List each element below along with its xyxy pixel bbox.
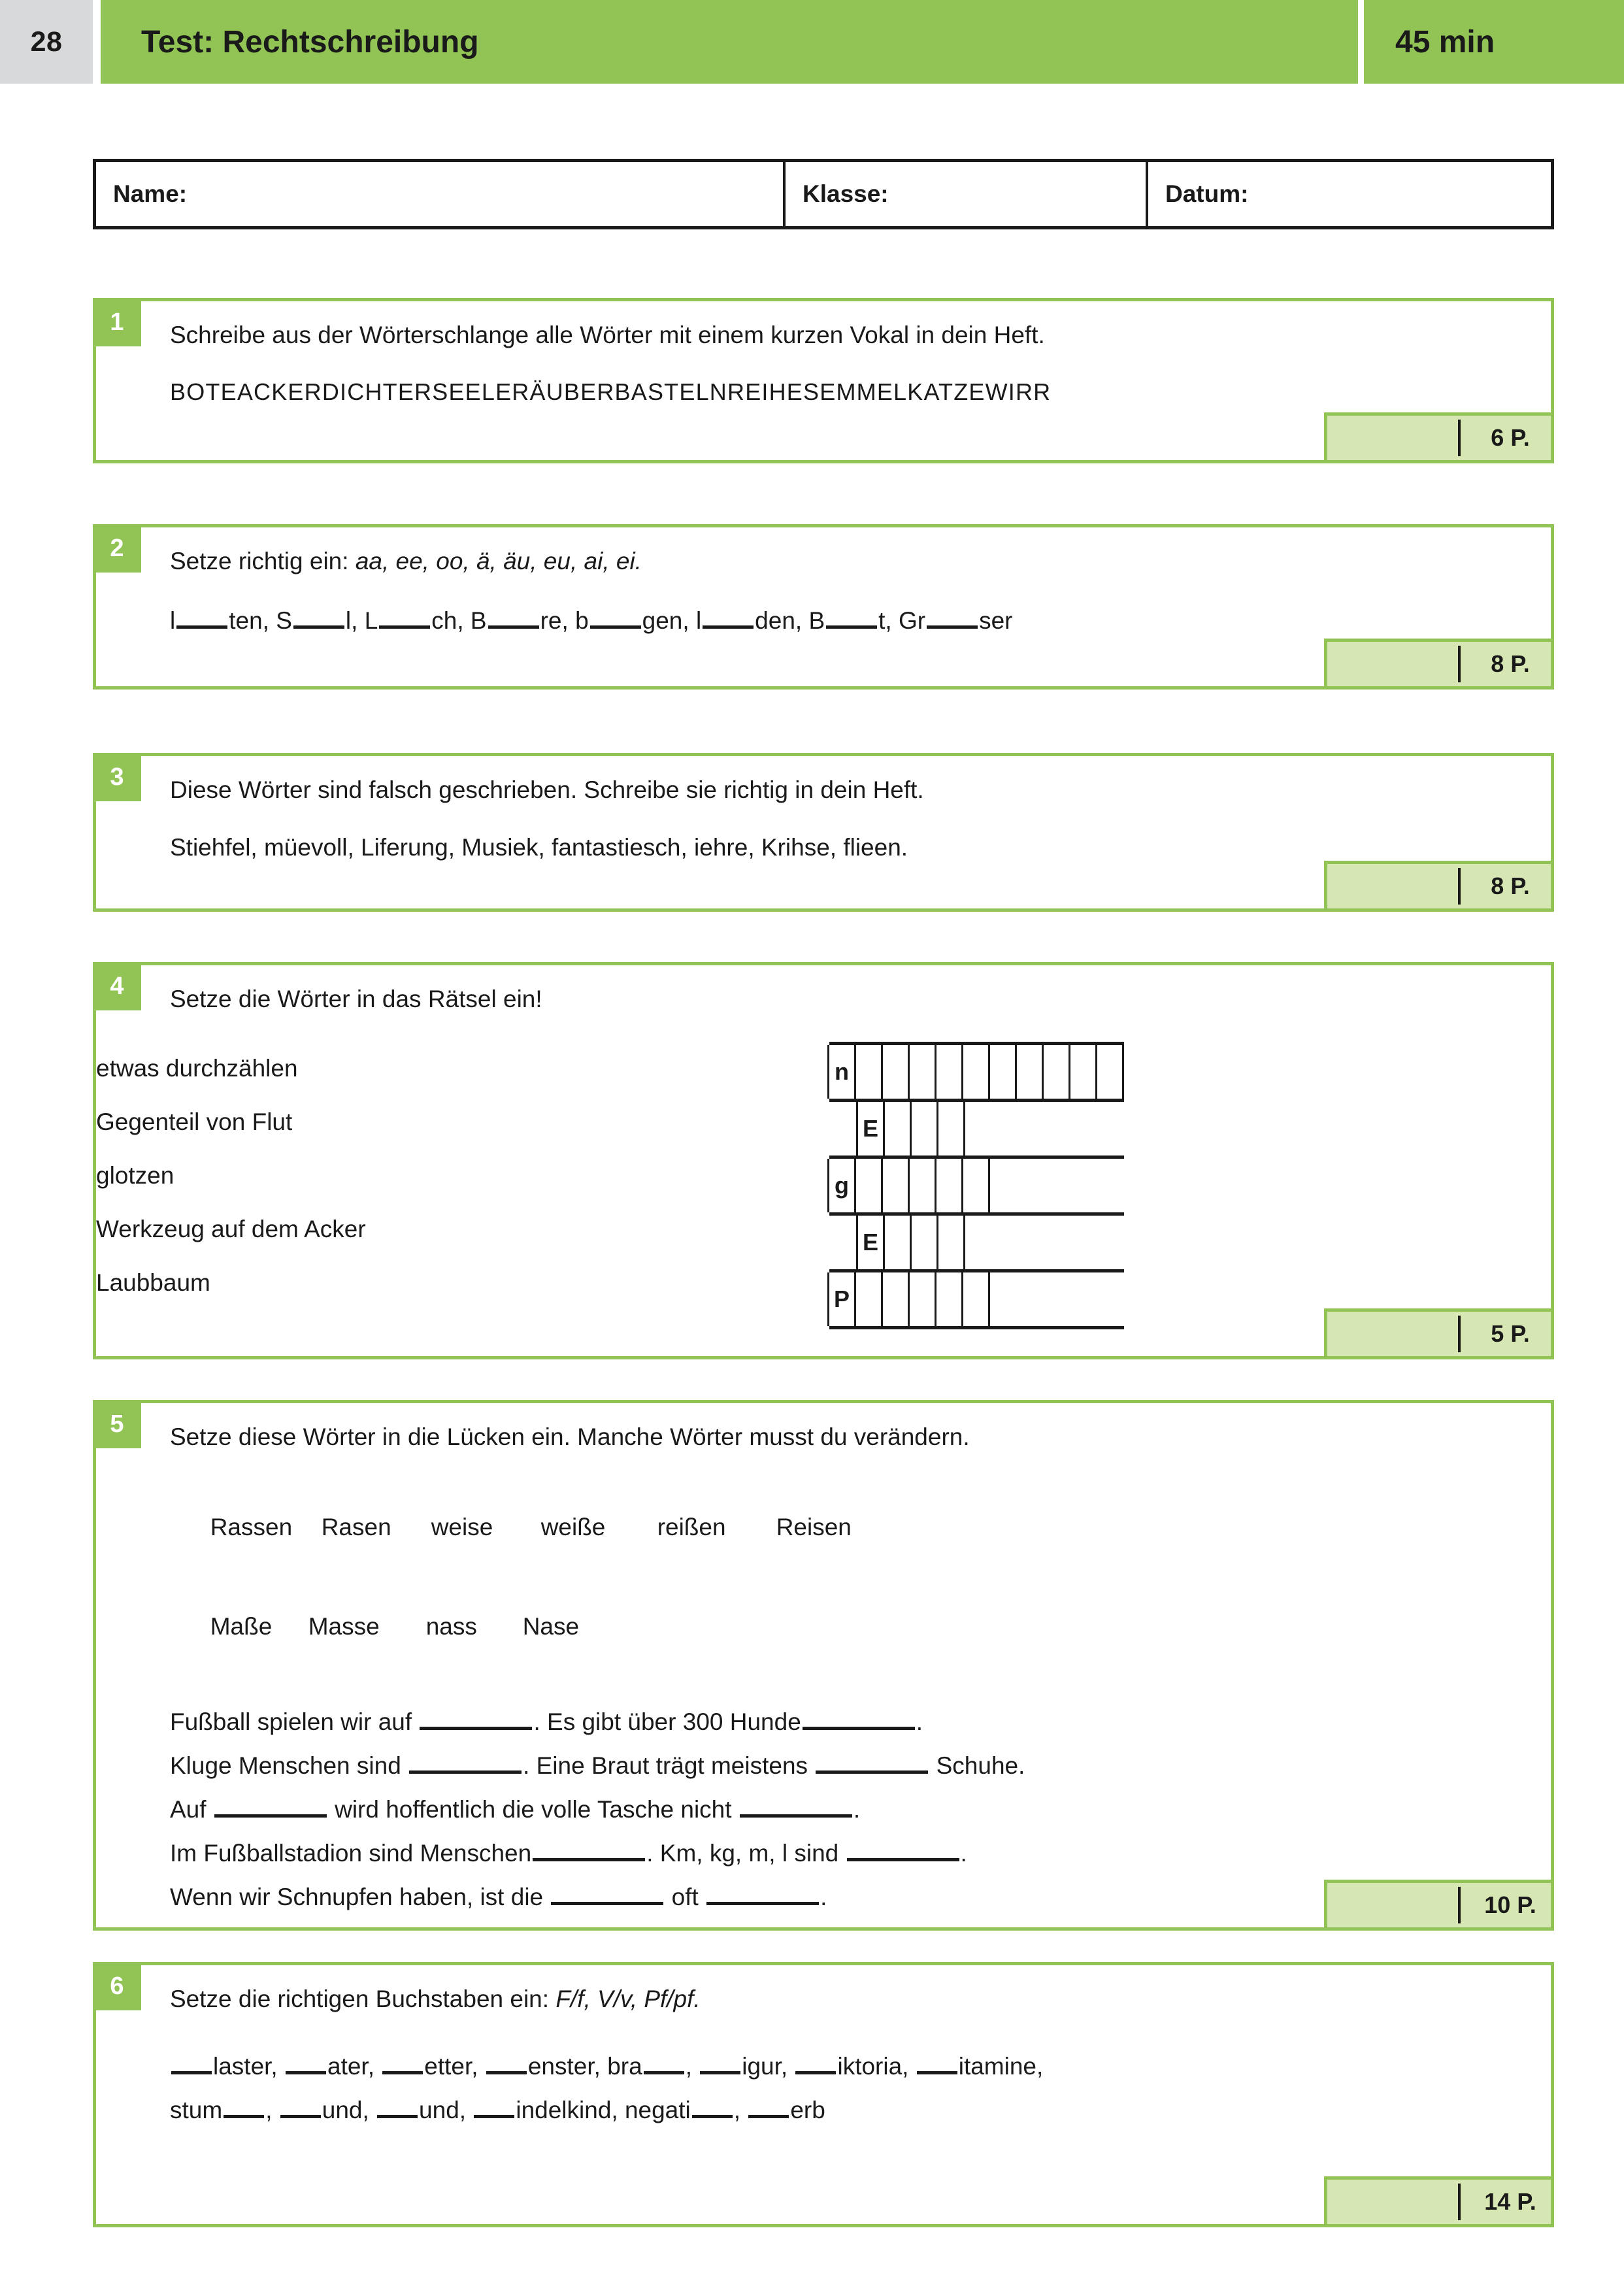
- crossword-cell[interactable]: [961, 1272, 990, 1326]
- exercise-3: [93, 753, 1554, 912]
- sentence-text: . Km, kg, m, l sind: [646, 1840, 846, 1867]
- wordbank-row: [170, 1580, 1525, 1674]
- blank-input[interactable]: [382, 2049, 423, 2074]
- exercise-6: [93, 1962, 1554, 2227]
- crossword-cell[interactable]: [910, 1102, 938, 1155]
- crossword-grid[interactable]: [829, 1042, 1124, 1329]
- sentence-text: Im Fußballstadion sind Menschen: [170, 1840, 532, 1867]
- blank-input[interactable]: [644, 2049, 684, 2074]
- name-field[interactable]: [96, 162, 786, 226]
- gap-text: l: [170, 607, 176, 635]
- points-badge: [1324, 412, 1554, 463]
- sentence-text: Kluge Menschen sind: [170, 1752, 408, 1779]
- exercise-instruction: Diese Wörter sind falsch geschrieben. Schreibe sie richtig in dein Heft.: [170, 776, 924, 803]
- gap-text: l, L: [345, 607, 378, 635]
- exercise-number-badge: 6: [93, 1962, 141, 2010]
- gap-text: ,: [733, 2097, 748, 2124]
- gap-text: den, B: [755, 607, 825, 635]
- wordbank-word: weiße: [540, 1514, 606, 1541]
- crossword-cell[interactable]: [908, 1159, 936, 1212]
- gap-text: stum: [170, 2097, 223, 2124]
- crossword-cell[interactable]: [854, 1159, 883, 1212]
- crossword-row[interactable]: [829, 1155, 1124, 1216]
- crossword-cell[interactable]: [881, 1272, 910, 1326]
- page-header: [0, 0, 1624, 84]
- blank-input[interactable]: [293, 603, 344, 629]
- crossword-cell[interactable]: [988, 1045, 1017, 1099]
- crossword-cell[interactable]: [1042, 1045, 1070, 1099]
- blank-input[interactable]: [692, 2093, 733, 2118]
- blank-input[interactable]: [214, 1792, 327, 1818]
- crossword-cell[interactable]: [961, 1159, 990, 1212]
- points-badge: [1324, 2176, 1554, 2227]
- sentence-row[interactable]: [170, 1792, 1525, 1825]
- word-snake: BOTEACKERDICHTERSEELERÄUBERBASTELNREIHESEMMELKATZEWIRR: [170, 378, 1052, 406]
- crossword-cell-filled[interactable]: n: [827, 1045, 856, 1099]
- blank-input[interactable]: [486, 2049, 527, 2074]
- blank-input[interactable]: [740, 1792, 852, 1818]
- time-limit: 45 min: [1395, 24, 1495, 59]
- blank-input[interactable]: [703, 603, 754, 629]
- datum-label: Datum:: [1165, 180, 1249, 207]
- gap-text: ser: [979, 607, 1013, 635]
- points-badge: [1324, 861, 1554, 912]
- blank-input[interactable]: [816, 1748, 928, 1774]
- klasse-label: Klasse:: [803, 180, 889, 207]
- points-value: 14 P.: [1484, 2188, 1536, 2215]
- clue-item: Laubbaum: [96, 1269, 210, 1296]
- points-badge: [1324, 1880, 1554, 1931]
- crossword-row[interactable]: [829, 1216, 1124, 1269]
- exercise-instruction: [170, 1984, 1525, 2015]
- crossword-cell[interactable]: [908, 1045, 936, 1099]
- blank-input[interactable]: [917, 2049, 957, 2074]
- points-badge: [1324, 639, 1554, 690]
- blank-input[interactable]: [286, 2049, 326, 2074]
- exercise-instruction: [170, 546, 1525, 577]
- blank-input[interactable]: [409, 1748, 522, 1774]
- blank-input[interactable]: [474, 2093, 514, 2118]
- crossword-cell-filled[interactable]: E: [856, 1102, 885, 1155]
- gap-text: itamine,: [958, 2053, 1044, 2080]
- crossword-cell[interactable]: [910, 1216, 938, 1269]
- header-title-bar: [101, 0, 1358, 84]
- blank-input[interactable]: [224, 2093, 264, 2118]
- page-title: Test: Rechtschreibung: [141, 24, 479, 59]
- sentence-text: .: [916, 1708, 923, 1735]
- exercise-2: [93, 524, 1554, 690]
- page-number-box: [0, 0, 93, 84]
- crossword-cell[interactable]: [1069, 1045, 1097, 1099]
- page-number: 28: [30, 25, 63, 58]
- blank-input[interactable]: [420, 1704, 532, 1730]
- sentence-row[interactable]: [170, 1704, 1525, 1738]
- gap-text: iktoria,: [837, 2053, 916, 2080]
- sentence-row[interactable]: [170, 1880, 1525, 1913]
- exercise-number-badge: 5: [93, 1400, 141, 1448]
- blank-input[interactable]: [748, 2093, 789, 2118]
- blank-input[interactable]: [826, 603, 877, 629]
- instruction-letters: aa, ee, oo, ä, äu, eu, ai, ei.: [355, 548, 642, 574]
- instruction-text: Setze richtig ein:: [170, 548, 356, 574]
- crossword-cell[interactable]: [881, 1159, 910, 1212]
- exercise-instruction: Setze diese Wörter in die Lücken ein. Manche Wörter musst du verändern.: [170, 1423, 970, 1450]
- gap-text: igur,: [742, 2053, 795, 2080]
- sentence-text: Auf: [170, 1795, 213, 1823]
- crossword-row[interactable]: [829, 1269, 1124, 1329]
- points-divider: [1458, 1316, 1461, 1352]
- clue-item: etwas durchzählen: [96, 1055, 298, 1082]
- exercise-number-badge: 3: [93, 753, 141, 801]
- header-divider: [1358, 0, 1364, 84]
- wordbank-word: Rasen: [321, 1514, 391, 1541]
- points-divider: [1458, 868, 1461, 905]
- gap-text: ,: [685, 2053, 699, 2080]
- gap-text: ,: [265, 2097, 279, 2124]
- blank-input[interactable]: [795, 2049, 836, 2074]
- clue-item: Gegenteil von Flut: [96, 1108, 293, 1135]
- blank-input[interactable]: [171, 2049, 212, 2074]
- points-value: 8 P.: [1491, 873, 1530, 899]
- sentence-text: Schuhe.: [929, 1752, 1025, 1779]
- crossword-clues: [96, 1042, 366, 1310]
- exercise-instruction: Schreibe aus der Wörterschlange alle Wörter mit einem kurzen Vokal in dein Heft.: [170, 322, 1045, 348]
- blank-input[interactable]: [280, 2093, 321, 2118]
- crossword-cell[interactable]: [936, 1216, 965, 1269]
- crossword-cell[interactable]: [854, 1272, 883, 1326]
- points-value: 6 P.: [1491, 424, 1530, 451]
- points-divider: [1458, 420, 1461, 456]
- points-value: 5 P.: [1491, 1320, 1530, 1347]
- blank-input[interactable]: [706, 1880, 819, 1905]
- sentence-row[interactable]: [170, 1836, 1525, 1869]
- identity-table: [93, 159, 1554, 229]
- blank-input[interactable]: [176, 603, 227, 629]
- gapfill-line[interactable]: [170, 603, 1525, 637]
- name-label: Name:: [113, 180, 188, 207]
- header-time-bar: [1364, 0, 1624, 84]
- gap-text: ch, B: [431, 607, 487, 635]
- exercise-number-badge: 4: [93, 962, 141, 1010]
- crossword-cell[interactable]: [883, 1102, 912, 1155]
- gapfill-line[interactable]: [170, 2049, 1525, 2082]
- blank-input[interactable]: [803, 1704, 915, 1730]
- crossword-row[interactable]: [829, 1102, 1124, 1155]
- wordbank-word: Nase: [522, 1613, 580, 1640]
- gap-text: re, b: [540, 607, 589, 635]
- crossword-cell[interactable]: [936, 1102, 965, 1155]
- wordbank-word: weise: [431, 1514, 493, 1541]
- gap-text: laster,: [213, 2053, 284, 2080]
- gap-text: und,: [419, 2097, 473, 2124]
- sentence-text: .: [820, 1884, 827, 1911]
- exercise-number-badge: 2: [93, 524, 141, 573]
- crossword-cell[interactable]: [1095, 1045, 1124, 1099]
- gap-text: und,: [322, 2097, 376, 2124]
- sentence-text: Wenn wir Schnupfen haben, ist die: [170, 1884, 550, 1911]
- datum-field[interactable]: [1148, 162, 1551, 226]
- exercise-instruction: Setze die Wörter in das Rätsel ein!: [170, 986, 542, 1012]
- sentence-text: .: [853, 1795, 861, 1823]
- gap-text: erb: [790, 2097, 825, 2124]
- exercise-number-badge: 1: [93, 298, 141, 346]
- crossword-cell[interactable]: [881, 1045, 910, 1099]
- wordbank-word: Maße: [210, 1613, 273, 1640]
- blank-input[interactable]: [488, 603, 539, 629]
- misspelled-words: Stiehfel, müevoll, Liferung, Musiek, fantastiesch, iehre, Krihse, flieen.: [170, 834, 908, 861]
- crossword-cell-filled[interactable]: E: [856, 1216, 885, 1269]
- points-badge: [1324, 1308, 1554, 1359]
- points-divider: [1458, 646, 1461, 682]
- wordbank-word: Reisen: [776, 1514, 852, 1541]
- points-value: 10 P.: [1484, 1891, 1536, 1918]
- crossword-row[interactable]: [829, 1042, 1124, 1102]
- instruction-letters: F/f, V/v, Pf/pf.: [555, 1986, 701, 2012]
- crossword-cell[interactable]: [935, 1159, 963, 1212]
- exercise-5: [93, 1400, 1554, 1931]
- clue-item: glotzen: [96, 1162, 174, 1189]
- klasse-field[interactable]: [786, 162, 1148, 226]
- exercise-1: [93, 298, 1554, 463]
- wordbank-row: [170, 1480, 1525, 1574]
- blank-input[interactable]: [927, 603, 978, 629]
- sentence-row[interactable]: [170, 1748, 1525, 1782]
- exercise-4: [93, 962, 1554, 1359]
- wordbank-word: nass: [425, 1613, 477, 1640]
- blank-input[interactable]: [533, 1836, 645, 1861]
- gapfill-line[interactable]: [170, 2093, 1525, 2126]
- crossword-cell[interactable]: [1015, 1045, 1044, 1099]
- blank-input[interactable]: [847, 1836, 959, 1861]
- wordbank-word: Masse: [308, 1613, 380, 1640]
- sentence-text: . Eine Braut trägt meistens: [523, 1752, 815, 1779]
- wordbank-word: reißen: [657, 1514, 726, 1541]
- crossword-cell[interactable]: [935, 1272, 963, 1326]
- sentence-text: oft: [665, 1884, 706, 1911]
- crossword-cell[interactable]: [854, 1045, 883, 1099]
- blank-input[interactable]: [551, 1880, 663, 1905]
- header-gap: [93, 0, 101, 84]
- gap-text: etter,: [424, 2053, 485, 2080]
- sentence-text: wird hoffentlich die volle Tasche nicht: [327, 1795, 738, 1823]
- crossword-cell[interactable]: [935, 1045, 963, 1099]
- wordbank-word: Rassen: [210, 1514, 293, 1541]
- gap-text: ten, S: [229, 607, 292, 635]
- blank-input[interactable]: [590, 603, 641, 629]
- crossword-cell[interactable]: [883, 1216, 912, 1269]
- gap-text: indelkind, negati: [516, 2097, 691, 2124]
- crossword-cell-filled[interactable]: g: [827, 1159, 856, 1212]
- clue-item: Werkzeug auf dem Acker: [96, 1216, 366, 1242]
- blank-input[interactable]: [379, 603, 430, 629]
- gap-text: enster, bra: [527, 2053, 642, 2080]
- crossword-cell-filled[interactable]: P: [827, 1272, 856, 1326]
- sentence-text: . Es gibt über 300 Hunde: [533, 1708, 801, 1735]
- points-divider: [1458, 1887, 1461, 1923]
- sentence-text: .: [960, 1840, 967, 1867]
- points-value: 8 P.: [1491, 650, 1530, 677]
- instruction-text: Setze die richtigen Buchstaben ein:: [170, 1986, 556, 2012]
- gap-text: t, Gr: [878, 607, 926, 635]
- sentence-text: Fußball spielen wir auf: [170, 1708, 419, 1735]
- crossword-cell[interactable]: [961, 1045, 990, 1099]
- gap-text: ater,: [327, 2053, 382, 2080]
- points-divider: [1458, 2184, 1461, 2220]
- blank-input[interactable]: [700, 2049, 740, 2074]
- gap-text: gen, l: [642, 607, 702, 635]
- crossword-cell[interactable]: [908, 1272, 936, 1326]
- blank-input[interactable]: [377, 2093, 418, 2118]
